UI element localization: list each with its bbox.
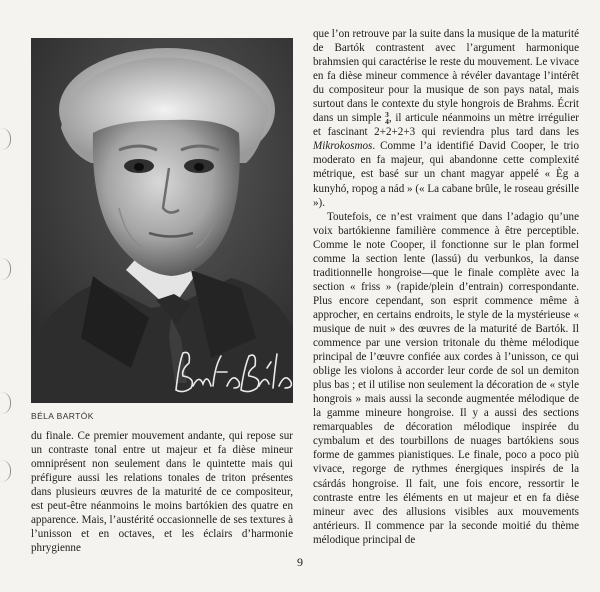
portrait-illustration xyxy=(31,38,293,403)
time-signature: 3 4 xyxy=(385,110,389,127)
portrait-photo xyxy=(31,38,293,403)
right-text-column xyxy=(313,27,579,547)
left-text-column xyxy=(31,429,293,555)
binding-mark xyxy=(0,392,11,414)
paragraph: Toutefois, ce n’est vraiment que dans l’adagio qu’une voix bartókienne familière commence à être perceptible. Comme le note Cooper, il fonctionne sur le plan formel comme la section lente (lassú) du verbunkos, la danse traditionnelle hongroise—que le finale complète avec la section « friss » (rapide/plein d’entrain) correspondante. Plus encore cependant, son esprit commence même à approcher, en certains endroits, le style de la mystérieuse « musique de nuit » des œuvres de la maturité de Bartók. Il commence par une version tritonale du thème mélodique principal de l’œuvre confiée aux cordes à l’unisson, ce qui oblige les violons à accorder leur corde de sol un demiton plus bas ; et il utilise non seulement la décoration de « style hongrois » mais aussi la seconde augmentée mélodique de la gamme mineure hongroise. Il y a aussi des sections remarquables de décoration mélodique inspirée du cymbalum et des tourbillons de nuages bartókiens sous forme de gammes pianistiques. Le finale, poco a poco più vivace, regorge de rythmes énergiques inspirés de la csárdás hongroise. Il fait, une fois encore, ressortir le contraste entre les éléments en ut majeur et en fa dièse mineur avec des allusions visibles aux mouvements antérieurs. Il commence par la seconde moitié du thème mélodique principal de xyxy=(313,210,579,546)
binding-mark xyxy=(0,258,11,280)
binding-mark xyxy=(0,128,11,150)
paragraph: du finale. Ce premier mouvement andante, qui repose sur un contraste tonal entre ut majeur et fa dièse mineur omniprésent non seulement dans le quintette mais qui préfigure aussi les relations tonales de triton présentes dans plusieurs œuvres de la maturité de ce compositeur, est peut-être néanmoins le moins bartókien des quatre en apparence. Mais, l’austérité occasionnelle de ses textures à l’unisson et en octaves, et les éclairs d’harmonie phrygienne xyxy=(31,430,293,555)
page-number: 9 xyxy=(297,555,303,569)
binding-mark xyxy=(0,460,11,482)
photo-caption: BÉLA BARTÓK xyxy=(31,411,94,421)
paragraph: que l’on retrouve par la suite dans la musique de la maturité de Bartók contrastent avec l’argument harmonique brahmsien qui caractérise le reste du mouvement. Le vivace en fa dièse mineur commence à révéler davantage l’intérêt du compositeur pour la musique de son pays natal, mais surtout dans le contexte du style hongrois de Brahms. Écrit dans un simple 3 4, il articule néanmoins un mètre irrégulier et fascinant 2+2+2+3 qui reviendra plus tard dans les Mikrokosmos. Comme l’a identifié David Cooper, le trio moderato en fa majeur, qui abandonne cette complexité métrique, est basé sur un chant magyar appelé « Èg a kunyhó, ropog a nád » (« La cabane brûle, le roseau grésille »). xyxy=(313,28,579,209)
